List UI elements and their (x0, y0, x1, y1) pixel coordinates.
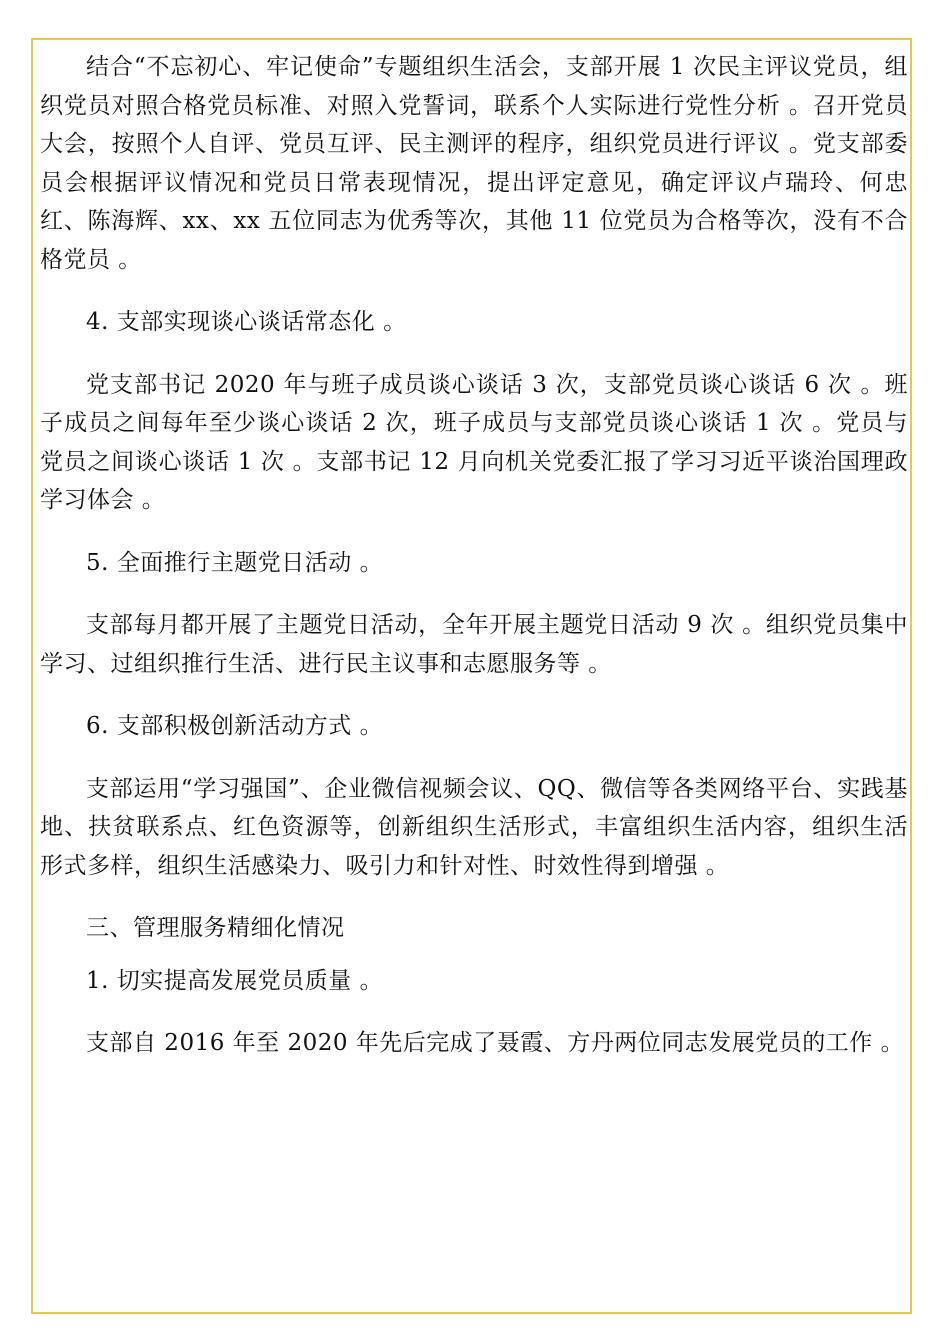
document-body (40, 48, 908, 1063)
paragraph-party-day: 支部每月都开展了主题党日活动，全年开展主题党日活动 9 次 。组织党员集中学习、过组织推行生活、进行民主议事和志愿服务等 。 (40, 612, 908, 677)
paragraph-innovation: 支部运用“学习强国”、企业微信视频会议、QQ、微信等各类网络平台、实践基地、扶贫联系点、红色资源等，创新组织生活形式，丰富组织生活内容，组织生活形式多样，组织生活感染力、吸引力和针对性、时效性得到增强 。 (40, 775, 908, 879)
paragraph-evaluation: 结合“不忘初心、牢记使命”专题组织生活会，支部开展 1 次民主评议党员，组织党员对照合格党员标准、对照入党誓词，联系个人实际进行党性分析 。召开党员大会，按照个人自评、党员互评、民主测评的程序，组织党员进行评议 。党支部委员会根据评议情况和党员日常表现情况，提出评定意见，确定评议卢瑞玲、何忠红、陈海辉、xx、xx 五位同志为优秀等次，其他 11 位党员为合格等次，没有不合格党员 。 (40, 54, 908, 273)
heading-member-development: 1. 切实提高发展党员质量 。 (86, 967, 384, 994)
heading-innovation: 6. 支部积极创新活动方式 。 (86, 713, 384, 739)
paragraph-member-development: 支部自 2016 年至 2020 年先后完成了聂霞、方丹两位同志发展党员的工作 。 (86, 1030, 905, 1056)
paragraph-talks: 党支部书记 2020 年与班子成员谈心谈话 3 次，支部党员谈心谈话 6 次 。班子成员之间每年至少谈心谈话 2 次，班子成员与支部党员谈心谈话 1 次 。党员与党员之间谈心谈话 1 次 。支部书记 12 月向机关党委汇报了学习习近平谈治国理政学习体会 。 (40, 371, 908, 513)
heading-heart-to-heart-talks: 4. 支部实现谈心谈话常态化 。 (86, 309, 407, 335)
heading-party-day: 5. 全面推行主题党日活动 。 (86, 549, 384, 576)
section-heading-management: 三、管理服务精细化情况 (86, 915, 345, 941)
